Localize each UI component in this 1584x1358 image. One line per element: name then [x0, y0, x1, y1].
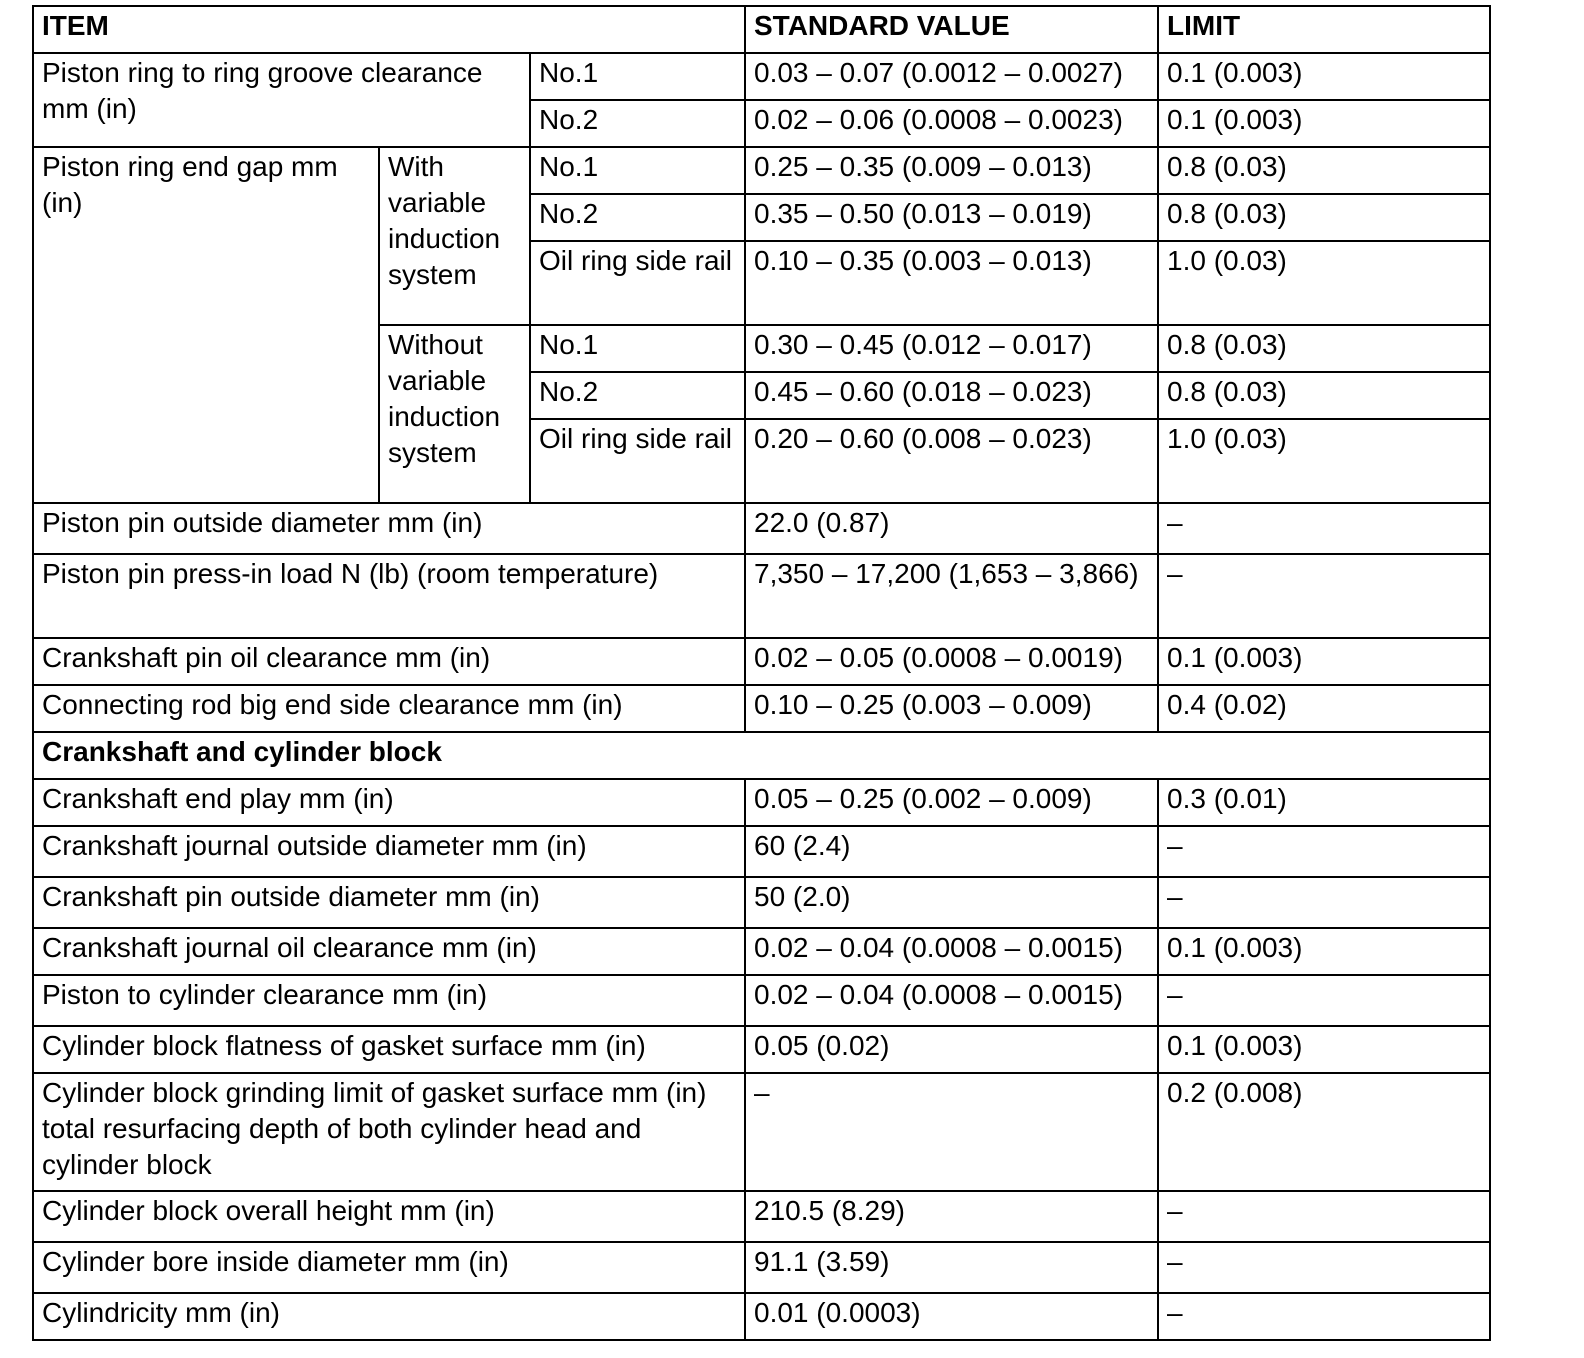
limit-cell: 0.8 (0.03) — [1158, 325, 1490, 372]
table-row — [33, 147, 1490, 194]
item-cell: Piston pin press-in load N (lb) (room temperature) — [33, 554, 745, 638]
standard-value-cell: 0.03 – 0.07 (0.0012 – 0.0027) — [745, 53, 1158, 100]
standard-value-cell: 0.02 – 0.06 (0.0008 – 0.0023) — [745, 100, 1158, 147]
limit-cell: 0.1 (0.003) — [1158, 1026, 1490, 1073]
limit-cell: 0.4 (0.02) — [1158, 685, 1490, 732]
limit-cell: 0.1 (0.003) — [1158, 928, 1490, 975]
standard-value-cell: 0.20 – 0.60 (0.008 – 0.023) — [745, 419, 1158, 503]
table-row — [33, 928, 1490, 975]
sub-item-cell: No.1 — [530, 147, 745, 194]
item-cell: Crankshaft journal outside diameter mm (in) — [33, 826, 745, 877]
specification-table — [32, 5, 1491, 1341]
standard-value-cell: 0.45 – 0.60 (0.018 – 0.023) — [745, 372, 1158, 419]
standard-value-cell: 0.35 – 0.50 (0.013 – 0.019) — [745, 194, 1158, 241]
item-cell: Cylinder block grinding limit of gasket surface mm (in) total resurfacing depth of both cylinder head and cylinder block — [33, 1073, 745, 1191]
table-row — [33, 826, 1490, 877]
item-cell: Cylinder bore inside diameter mm (in) — [33, 1242, 745, 1293]
table-row — [33, 685, 1490, 732]
sub-item-cell: No.2 — [530, 372, 745, 419]
limit-cell: 0.2 (0.008) — [1158, 1073, 1490, 1191]
limit-cell: 0.1 (0.003) — [1158, 53, 1490, 100]
standard-value-cell: 0.10 – 0.25 (0.003 – 0.009) — [745, 685, 1158, 732]
table-row — [33, 1026, 1490, 1073]
limit-cell: – — [1158, 554, 1490, 638]
table-row — [33, 503, 1490, 554]
limit-cell: 0.8 (0.03) — [1158, 147, 1490, 194]
item-cell: Crankshaft end play mm (in) — [33, 779, 745, 826]
item-cell: Crankshaft pin oil clearance mm (in) — [33, 638, 745, 685]
standard-value-cell: 0.05 (0.02) — [745, 1026, 1158, 1073]
item-cell: Piston to cylinder clearance mm (in) — [33, 975, 745, 1026]
item-cell: Cylinder block overall height mm (in) — [33, 1191, 745, 1242]
limit-cell: 0.3 (0.01) — [1158, 779, 1490, 826]
limit-cell: – — [1158, 975, 1490, 1026]
item-cell: Cylindricity mm (in) — [33, 1293, 745, 1340]
standard-value-cell: 0.02 – 0.04 (0.0008 – 0.0015) — [745, 928, 1158, 975]
table-row — [33, 779, 1490, 826]
standard-value-cell: 0.30 – 0.45 (0.012 – 0.017) — [745, 325, 1158, 372]
section-title: Crankshaft and cylinder block — [33, 732, 1490, 779]
condition-cell: With variable induction system — [379, 147, 530, 325]
limit-cell: 0.8 (0.03) — [1158, 372, 1490, 419]
standard-value-cell: 0.10 – 0.35 (0.003 – 0.013) — [745, 241, 1158, 325]
standard-value-cell: 0.05 – 0.25 (0.002 – 0.009) — [745, 779, 1158, 826]
sub-item-cell: No.2 — [530, 194, 745, 241]
item-cell: Cylinder block flatness of gasket surface mm (in) — [33, 1026, 745, 1073]
limit-cell: 0.1 (0.003) — [1158, 638, 1490, 685]
item-cell: Piston pin outside diameter mm (in) — [33, 503, 745, 554]
standard-value-cell: 210.5 (8.29) — [745, 1191, 1158, 1242]
table-row — [33, 53, 1490, 100]
standard-value-cell: 0.02 – 0.04 (0.0008 – 0.0015) — [745, 975, 1158, 1026]
standard-value-cell: 60 (2.4) — [745, 826, 1158, 877]
sub-item-cell: No.1 — [530, 325, 745, 372]
sub-item-cell: Oil ring side rail — [530, 241, 745, 325]
standard-value-cell: 91.1 (3.59) — [745, 1242, 1158, 1293]
standard-value-cell: – — [745, 1073, 1158, 1191]
standard-value-cell: 0.02 – 0.05 (0.0008 – 0.0019) — [745, 638, 1158, 685]
limit-cell: 0.1 (0.003) — [1158, 100, 1490, 147]
standard-value-cell: 7,350 – 17,200 (1,653 – 3,866) — [745, 554, 1158, 638]
table-row — [33, 638, 1490, 685]
limit-cell: – — [1158, 1191, 1490, 1242]
item-cell: Connecting rod big end side clearance mm (in) — [33, 685, 745, 732]
table-row — [33, 554, 1490, 638]
sub-item-cell: Oil ring side rail — [530, 419, 745, 503]
sub-item-cell: No.1 — [530, 53, 745, 100]
table-row — [33, 1293, 1490, 1340]
limit-cell: 1.0 (0.03) — [1158, 419, 1490, 503]
table-row — [33, 1191, 1490, 1242]
limit-cell: – — [1158, 877, 1490, 928]
standard-value-cell: 0.01 (0.0003) — [745, 1293, 1158, 1340]
limit-cell: – — [1158, 826, 1490, 877]
table-row — [33, 877, 1490, 928]
standard-value-cell: 22.0 (0.87) — [745, 503, 1158, 554]
section-row — [33, 732, 1490, 779]
limit-cell: 1.0 (0.03) — [1158, 241, 1490, 325]
standard-value-cell: 50 (2.0) — [745, 877, 1158, 928]
header-row — [33, 6, 1490, 53]
header-item: ITEM — [33, 6, 745, 53]
header-standard-value: STANDARD VALUE — [745, 6, 1158, 53]
item-cell: Piston ring end gap mm (in) — [33, 147, 379, 503]
item-cell: Crankshaft journal oil clearance mm (in) — [33, 928, 745, 975]
limit-cell: – — [1158, 503, 1490, 554]
table-row — [33, 1242, 1490, 1293]
table-row — [33, 975, 1490, 1026]
sub-item-cell: No.2 — [530, 100, 745, 147]
limit-cell: – — [1158, 1242, 1490, 1293]
header-limit: LIMIT — [1158, 6, 1490, 53]
condition-cell: Without variable induction system — [379, 325, 530, 503]
limit-cell: 0.8 (0.03) — [1158, 194, 1490, 241]
table-row — [33, 1073, 1490, 1191]
item-cell: Crankshaft pin outside diameter mm (in) — [33, 877, 745, 928]
item-cell: Piston ring to ring groove clearance mm (in) — [33, 53, 530, 147]
standard-value-cell: 0.25 – 0.35 (0.009 – 0.013) — [745, 147, 1158, 194]
limit-cell: – — [1158, 1293, 1490, 1340]
